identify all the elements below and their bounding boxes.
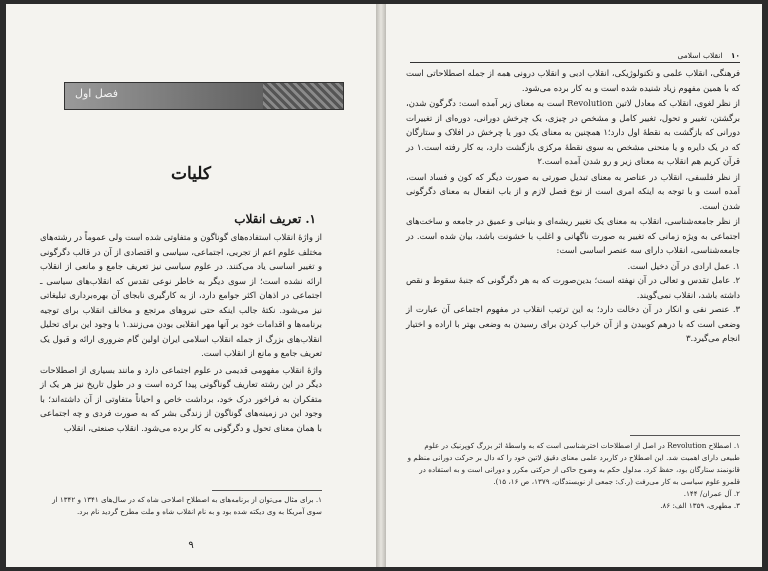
paragraph: از واژهٔ انقلاب استفاده‌های گوناگون و متفاوتی شده است ولی عموماً در رشته‌های مختلف علوم اعم از تجربی، اجتماعی، سیاسی و اقتصادی از آن در قالب دگرگونی و تغییر اساسی یاد می‌کنند. در علوم سیاسی نیز تعریف جامع و مانعی از انقلاب ارائه نشده است؛ از سوی دیگر به خاطر نوعی تقدس که انقلاب‌های سیاسی ـ اجتماعی در اذهان اکثر جوامع دارد، از به کارگیری نابجای آن بهره‌برداری تبلیغاتی نیز می‌شود. نکتهٔ جالب اینکه حتی نیروهای مرتجع و مخالف انقلاب برای توجیه برنامه‌ها و اقدامات خود بر آنها مهر انقلابی بودن می‌زنند.۱ با وجود این برای تحلیل انقلاب‌های بزرگ از جمله انقلاب اسلامی ایران اولین گام ضروری ارائه و قبول یک تعریف جامع و مانع از انقلاب است. [40, 232, 323, 358]
footnote: ۲. آل عمران/ ۱۴۴. [683, 489, 740, 498]
list-item: ۲. عامل تقدس و تعالی در آن نهفته است؛ بدین‌صورت که به هر دگرگونی که جنبهٔ سقوط و نقص داشته باشد، انقلاب نمی‌گویند. [406, 275, 740, 300]
page-number: ۹ [188, 540, 194, 551]
left-body [40, 230, 322, 437]
footnote: ۱. برای مثال می‌توان از برنامه‌های به اصطلاح اصلاحی شاه که در سال‌های ۱۳۴۱ و ۱۳۴۲ از سوی آمریکا به وی دیکته شده بود و به نام انقلاب شاه و ملت مطرح گردید نام برد. [52, 495, 322, 516]
left-footnotes [40, 494, 322, 518]
paragraph: فرهنگی، انقلاب علمی و تکنولوژیکی، انقلاب ادبی و انقلاب درونی همه از جمله اصطلاحاتی است که با همین مفهوم زیاد شنیده شده است و به کار برده می‌شود. [406, 68, 740, 93]
footnote: ۳. مطهری، ۱۳۵۹ الف: ۸۶. [660, 501, 740, 510]
book-gutter [376, 4, 386, 567]
paragraph: از نظر جامعه‌شناسی، انقلاب به معنای یک تغییر ریشه‌ای و بنیانی و عمیق در جامعه و ساخت‌های اجتماعی به ویژه زمانی که تغییر به صورت ناگهانی و اغلب با خشونت باشد، بیان شده است. در جامعه‌شناسی، انقلاب دارای سه عنصر اساسی است: [406, 216, 740, 255]
chapter-banner [64, 82, 344, 110]
footnote-rule [212, 490, 322, 491]
chapter-title: کلیات [170, 164, 212, 184]
paragraph: از نظر لغوی، انقلاب که معادل لاتین Revolution است به معنای زیر آمده است: دگرگون شدن، برگشتن، تغییر و تحول، تغییر کامل و مشخص در چیزی، یک چرخش دورانی، دوره‌ای از تغییرات دورانی که بازگشت به نقطهٔ اول دارد؛۱ همچنین به معنای یک دور یا چرخش در افلاک و ستارگان که در یک دایره و یا منحنی مشخص به سوی نقطهٔ مرکزی بازگشت دارد، به کار رفته است.۱ در قرآن کریم هم انقلاب به معنای زیر و رو شدن آمده است.۲ [406, 98, 741, 166]
running-head [410, 51, 740, 63]
right-footnotes [406, 440, 740, 512]
right-body [406, 66, 740, 346]
list-item: ۱. عمل ارادی در آن دخیل است. [627, 260, 740, 271]
banner-pattern [263, 83, 343, 109]
page-number: ۱۰ [730, 51, 740, 60]
paragraph: واژهٔ انقلاب مفهومی قدیمی در علوم اجتماعی دارد و مانند بسیاری از اصطلاحات دیگر در این رشته تعاریف گوناگونی پیدا کرده است و در طول تاریخ نیز هر یک از متفکران به فراخور درک خود، برداشت خاص و احیاناً متفاوتی از آن داشته‌اند؛ با وجود این در زمینه‌های گوناگون از زندگی بشر که به صورت فردی و چه اجتماعی با همان معنای تحول و دگرگونی به کار برده می‌شود. انقلاب صنعتی، انقلاب [40, 364, 322, 433]
paragraph: از نظر فلسفی، انقلاب در عناصر به معنای تبدیل صورتی به صورت دیگر که کون و فساد است، آمده است و با توجه به اینکه امری است از نوع فصل لازم و از باب انفعال به معنای دگرگونی شدن است. [406, 171, 740, 211]
list-item: ۳. عنصر نفی و انکار در آن دخالت دارد؛ به این ترتیب انقلاب در مفهوم اجتماعی آن عبارت از وضعی است که با درهم کوبیدن و از آن خراب کردن برای رسیدن به وضعی بهتر با اراده و اختیار انجام می‌گیرد.۳ [406, 304, 740, 343]
footnote: ۱. اصطلاح Revolution در اصل از اصطلاحات اخترشناسی است که به واسطهٔ اثر بزرگ کوپرنیک در علوم طبیعی دارای اهمیت شد. این اصطلاح در کاربرد علمی معنای دقیق لاتین خود را که دال بر حرکت دورانی منظم و قانونمند ستارگان بود، حفظ کرد. مدلول حکم به وضوح حاکی از حرکتی مکرر و دورانی است و به استفاده در قلمرو علوم سیاسی به کار می‌رفت (ر.ک: جمعی از نویسندگان، ۱۳۷۹، ص ۱۶، ۱۵). [407, 441, 740, 486]
section-heading: ۱. تعریف انقلاب [234, 212, 316, 226]
right-page [386, 4, 762, 567]
left-page [6, 4, 376, 567]
chapter-label: فصل اول [75, 87, 118, 100]
running-head-title: انقلاب اسلامی [677, 51, 723, 60]
footnote-rule [630, 435, 740, 436]
